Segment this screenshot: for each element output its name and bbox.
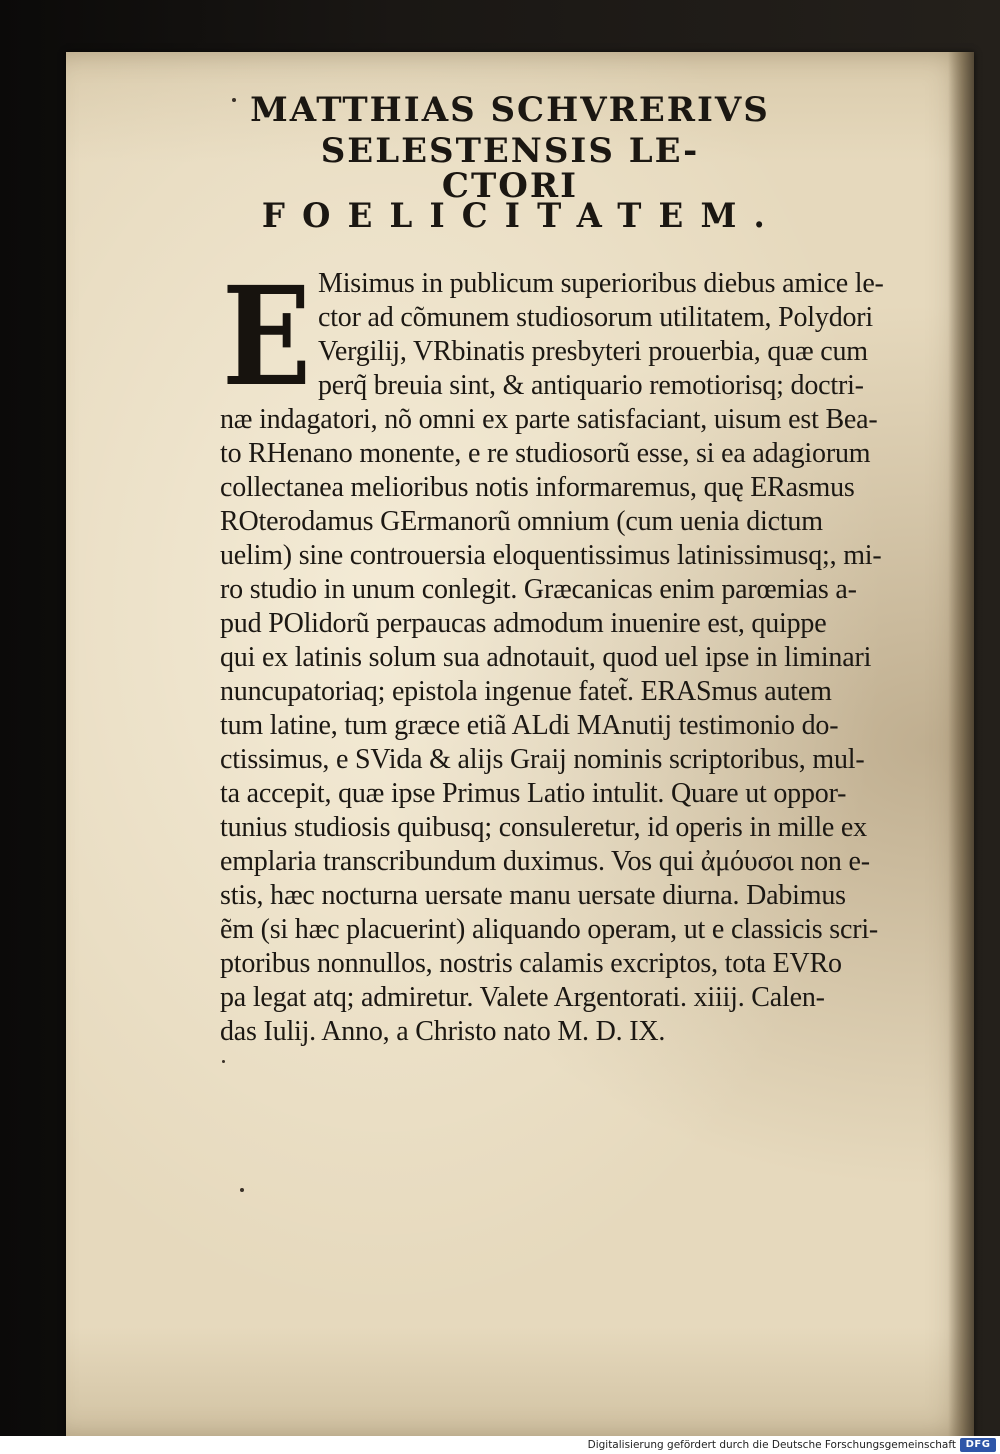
- text-line: ro studio in unum conlegit. Græcanicas enim parœmias a-: [220, 574, 857, 605]
- text-line: das Iulij. Anno, a Christo nato M. D. IX.: [220, 1016, 666, 1047]
- heading-line-1: MATTHIAS SCHVRERIVS: [250, 90, 770, 130]
- digitization-footer: [0, 1436, 1000, 1454]
- text-line: tum latine, tum græce etiã ALdi MAnutij testimonio do-: [220, 710, 839, 741]
- ink-speck: [222, 1060, 225, 1063]
- text-line: Vergilij, VRbinatis presbyteri prouerbia, quæ cum: [318, 336, 868, 367]
- ink-speck: [240, 1188, 244, 1192]
- heading-line-2: SELESTENSIS LE-: [320, 131, 700, 171]
- heading-line-3: CTORI: [441, 166, 579, 206]
- text-line: næ indagatori, nõ omni ex parte satisfaciant, uisum est Bea-: [220, 404, 878, 435]
- text-line: nuncupatoriaq; epistola ingenue fatet̃. ERASmus autem: [220, 676, 832, 707]
- text-line: tunius studiosis quibusq; consuleretur, id operis in mille ex: [220, 812, 867, 843]
- heading-line-4: FOELICITATEM.: [261, 196, 783, 236]
- text-line: pud POlidorũ perpaucas admodum inuenire est, quippe: [220, 608, 827, 639]
- text-line: to RHenano monente, e re studiosorũ esse, si ea adagiorum: [220, 438, 871, 469]
- text-line: Misimus in publicum superioribus diebus amice le-: [318, 268, 884, 299]
- text-line: ctor ad cõmunem studiosorum utilitatem, Polydori: [318, 302, 873, 333]
- page-gutter: [948, 52, 974, 1438]
- text-line: ptoribus nonnullos, nostris calamis excriptos, tota EVRo: [220, 948, 842, 979]
- text-line: pa legat atq; admiretur. Valete Argentorati. xiiij. Calen-: [220, 982, 825, 1013]
- drop-capital: E: [222, 257, 312, 417]
- text-line: ta accepit, quæ ipse Primus Latio intulit. Quare ut oppor-: [220, 778, 847, 809]
- ink-speck: [232, 98, 236, 102]
- text-line: ctissimus, e SVida & alijs Graij nominis scriptoribus, mul-: [220, 744, 865, 775]
- text-line: uelim) sine controuersia eloquentissimus latinissimusq;, mi-: [220, 540, 882, 571]
- text-line: stis, hæc nocturna uersate manu uersate diurna. Dabimus: [220, 880, 846, 911]
- text-line: qui ex latinis solum sua adnotauit, quod uel ipse in liminari: [220, 642, 872, 673]
- text-line: ROterodamus GErmanorũ omnium (cum uenia dictum: [220, 506, 823, 537]
- text-line: ẽm (si hæc placuerint) aliquando operam, ut e classicis scri-: [220, 914, 879, 945]
- funding-credit: Digitalisierung gefördert durch die Deutsche Forschungsgemeinschaft: [587, 1439, 956, 1451]
- text-line: emplaria transcribundum duximus. Vos qui ἀμόυσοι non e-: [220, 846, 870, 877]
- text-line: perq̃ breuia sint, & antiquario remotiorisq; doctri-: [318, 370, 864, 401]
- text-line: collectanea melioribus notis informaremus, quę ERasmus: [220, 472, 855, 503]
- dfg-logo: DFG: [960, 1438, 996, 1452]
